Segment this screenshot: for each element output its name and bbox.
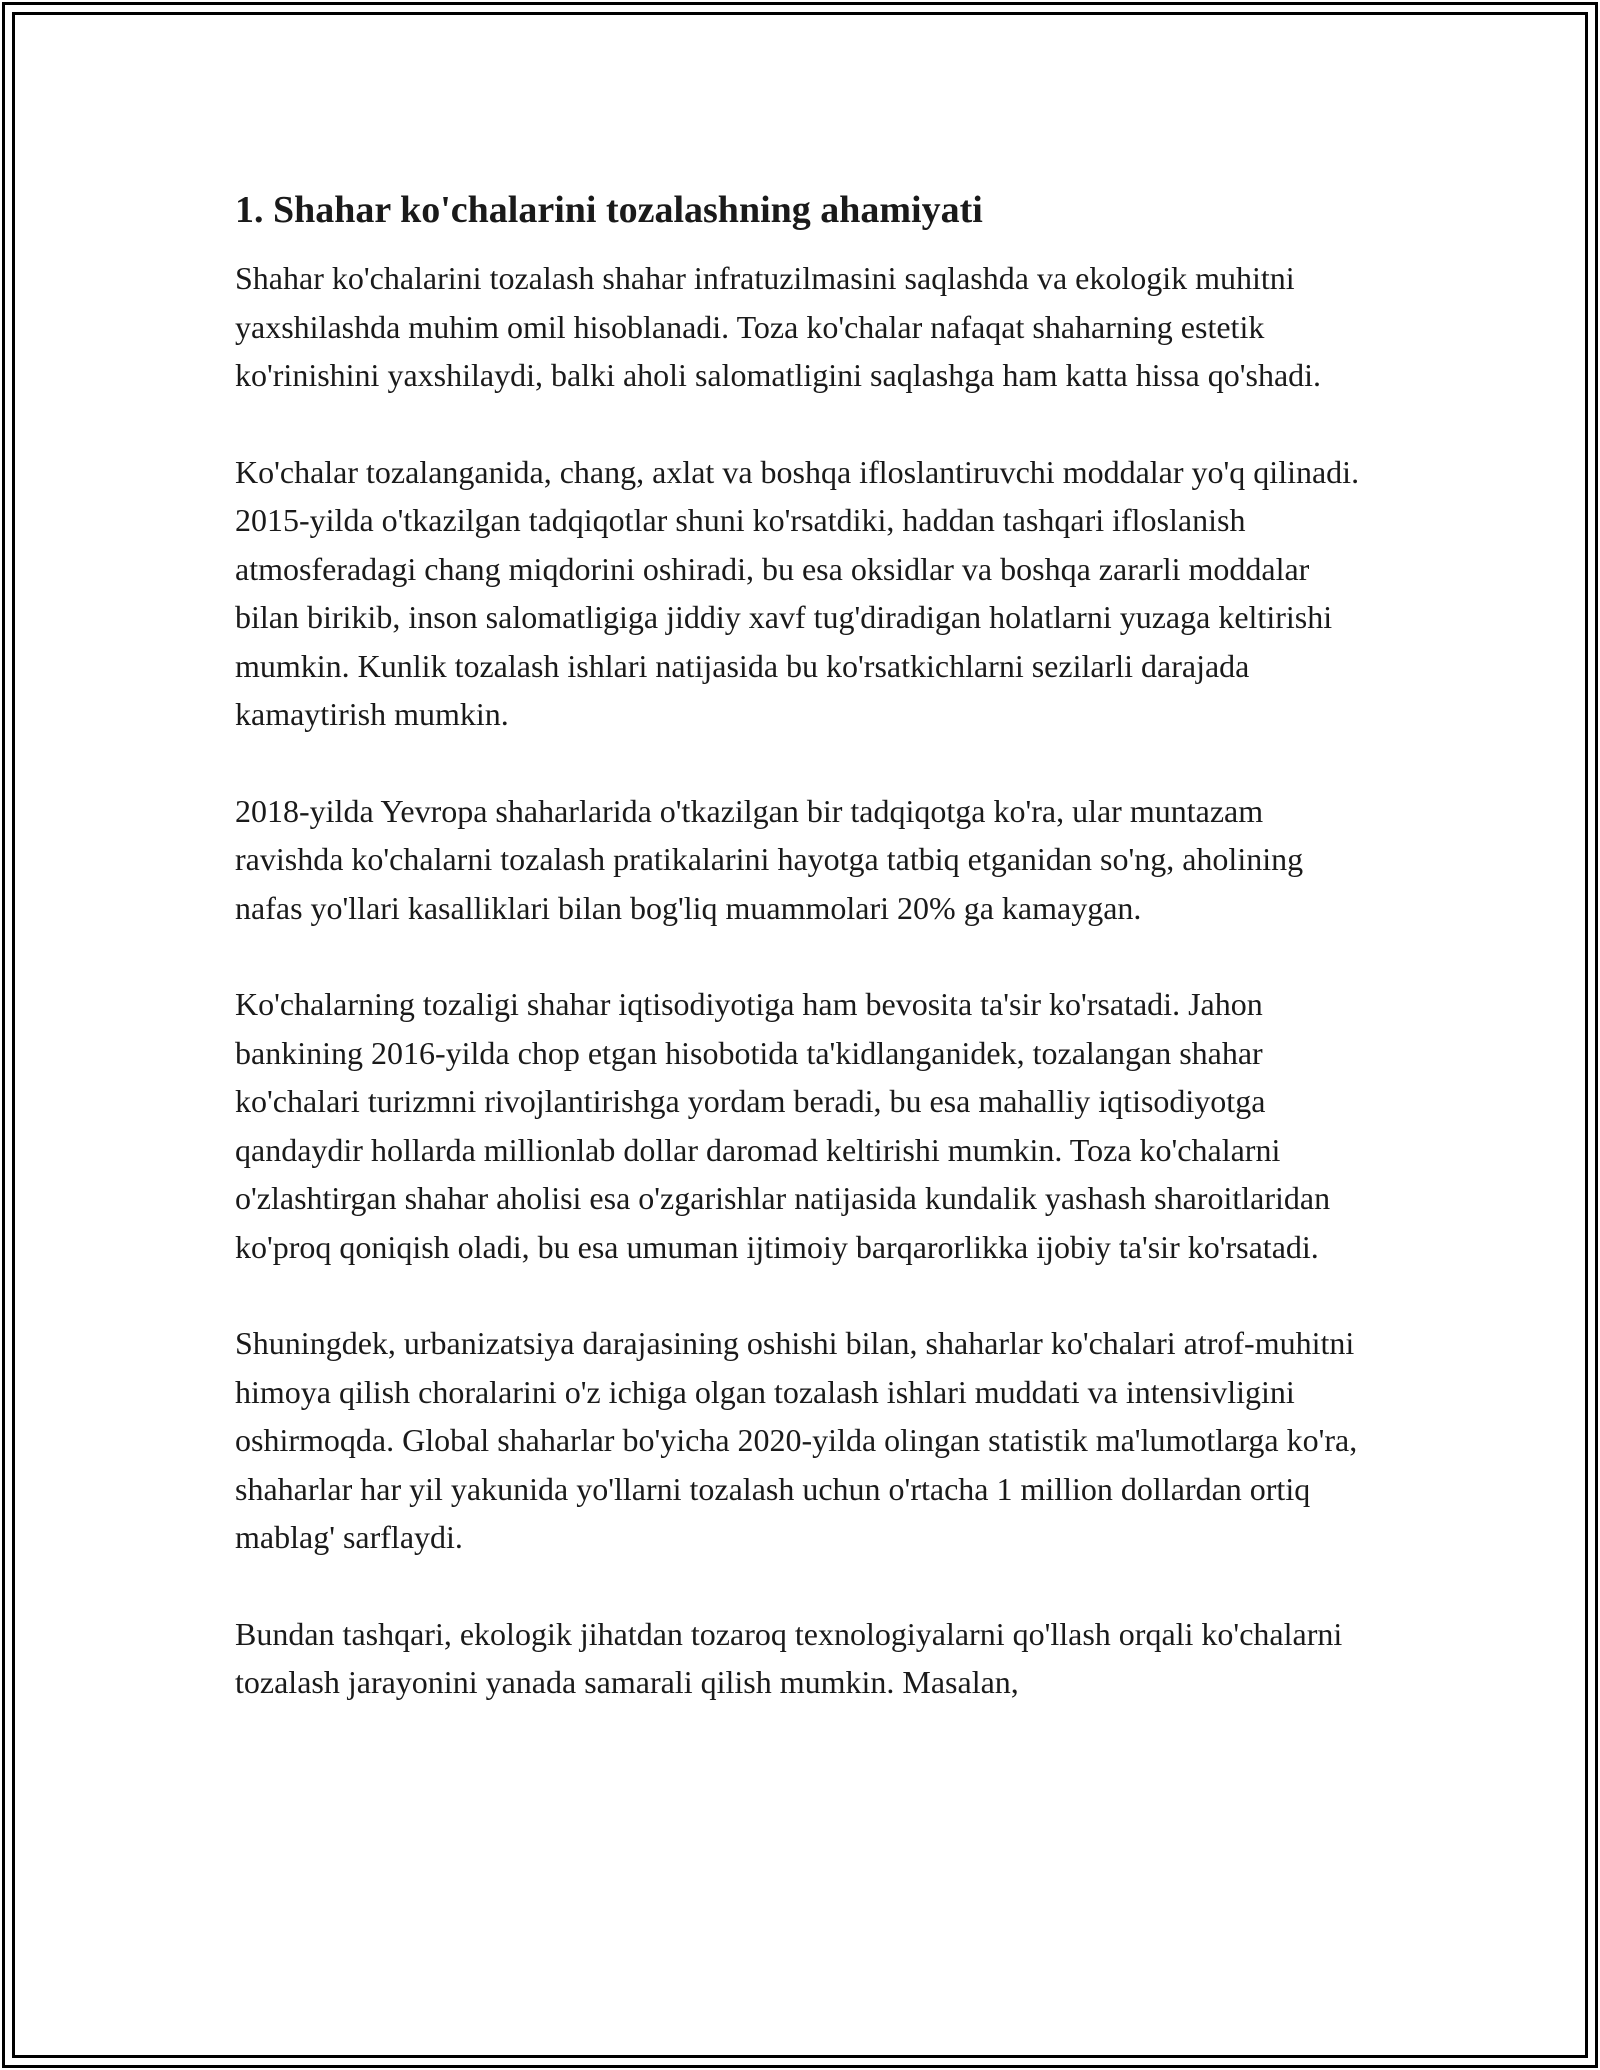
paragraph-5: Shuningdek, urbanizatsiya darajasining oshishi bilan, shaharlar ko'chalari atrof-muhitni himoya qilish choralarini o'z ichiga olgan tozalash ishlari muddati va intensivligini oshirmoqda. Global shaharlar bo'yicha 2020-yilda olingan statistik ma'lumotlarga ko'ra, shaharlar har yil yakunida yo'llarni tozalash uchun o'rtacha 1 million dollardan ortiq mablag' sarflaydi.: [235, 1325, 1358, 1555]
paragraph-2: Ko'chalar tozalanganida, chang, axlat va boshqa ifloslantiruvchi moddalar yo'q qilinadi. 2015-yilda o'tkazilgan tadqiqotlar shuni ko'rsatdiki, haddan tashqari ifloslanish atmosferadagi chang miqdorini oshiradi, bu esa oksidlar va boshqa zararli moddalar bilan birikib, inson salomatligiga jiddiy xavf tug'diradigan holatlarni yuzaga keltirishi mumkin. Kunlik tozalash ishlari natijasida bu ko'rsatkichlarni sezilarli darajada kamaytirish mumkin.: [235, 453, 1360, 732]
paragraph-3: 2018-yilda Yevropa shaharlarida o'tkazilgan bir tadqiqotga ko'ra, ular muntazam ravishda ko'chalarni tozalash pratikalarini hayotga tatbiq etganidan so'ng, aholining nafas yo'llari kasalliklari bilan bog'liq muammolari 20% ga kamaygan.: [235, 792, 1304, 926]
paragraph-1: Shahar ko'chalarini tozalash shahar infratuzilmasini saqlashda va ekologik muhitni yaxshilashda muhim omil hisoblanadi. Toza ko'chalar nafaqat shaharning estetik ko'rinishini yaxshilaydi, balki aholi salomatligini saqlashga ham katta hissa qo'shadi.: [235, 260, 1322, 393]
paragraph-4: Ko'chalarning tozaligi shahar iqtisodiyotiga ham bevosita ta'sir ko'rsatadi. Jahon bankining 2016-yilda chop etgan hisobotida ta'kidlanganidek, tozalangan shahar ko'chalari turizmni rivojlantirishga yordam beradi, bu esa mahalliy iqtisodiyotga qandaydir hollarda millionlab dollar daromad keltirishi mumkin. Toza ko'chalarni o'zlashtirgan shahar aholisi esa o'zgarishlar natijasida kundalik yashash sharoitlaridan ko'proq qoniqish oladi, bu esa umuman ijtimoiy barqarorlikka ijobiy ta'sir ko'rsatadi.: [235, 986, 1331, 1265]
paragraph-6: Bundan tashqari, ekologik jihatdan tozaroq texnologiyalarni qo'llash orqali ko'chalarni tozalash jarayonini yanada samarali qilish mumkin. Masalan,: [235, 1615, 1343, 1700]
document-body: [235, 186, 1365, 1755]
section-heading: 1. Shahar ko'chalarini tozalashning ahamiyati: [235, 189, 983, 231]
